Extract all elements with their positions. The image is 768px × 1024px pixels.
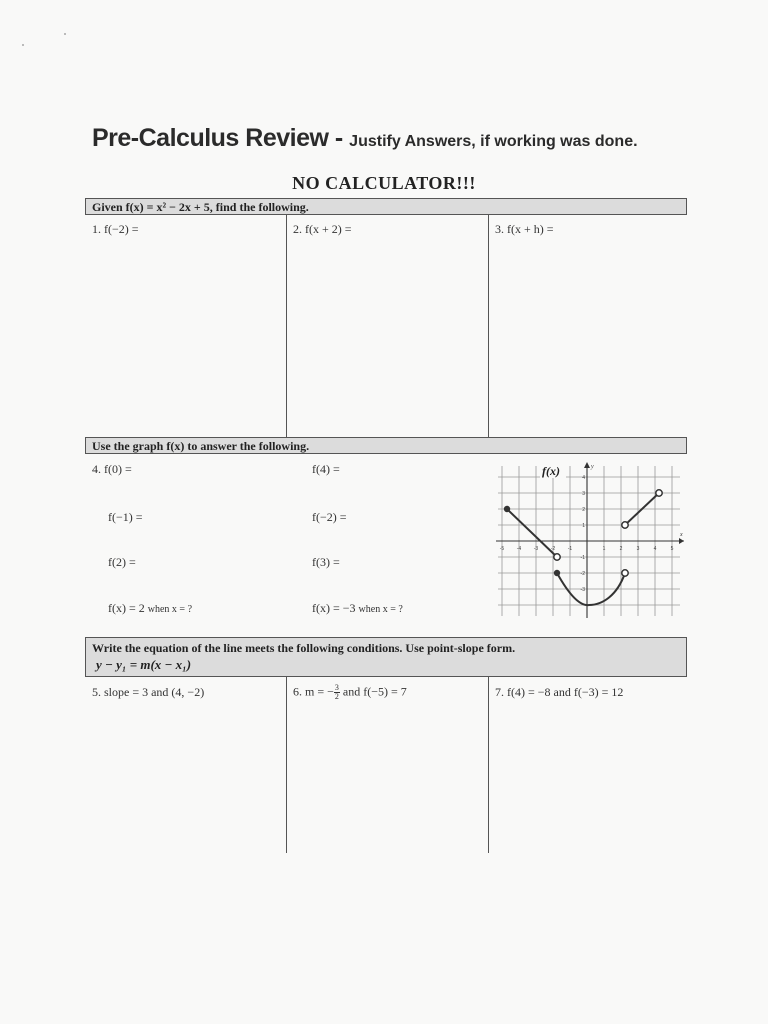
question-fx-equals-minus3 [312,601,403,616]
fx-eq-2-label: f(x) = 2 [108,601,145,615]
scan-mark [64,33,66,35]
open-point [622,522,628,528]
question-f-3: f(3) = [312,555,340,569]
open-point [656,490,662,496]
y-tick-label: -3 [580,587,585,593]
graph-axes [496,464,684,618]
closed-point [504,506,510,512]
q6-label: 6. m = − [293,684,334,699]
divider [286,677,287,853]
section1-header: Given f(x) = x² − 2x + 5, find the following. [85,198,687,215]
x-tick-label: -5 [499,546,505,552]
when-x-label: when x = ? [147,604,193,615]
section3-instruction: Write the equation of the line meets the following conditions. Use point-slope form. [92,641,516,655]
question-6 [293,684,407,701]
y-tick-label: 3 [582,491,585,497]
x-tick-label: -4 [516,546,522,552]
divider [488,215,489,437]
question-f-2: f(2) = [108,555,136,569]
open-point [622,570,628,576]
x-axis-label: x [680,532,683,538]
q6-fraction-numerator: 3 [334,683,339,692]
question-1: 1. f(−2) = [92,222,139,236]
y-axis-label: y [591,464,594,470]
left-segment [507,509,557,557]
no-calculator-notice: NO CALCULATOR!!! [292,173,476,193]
y-axis-arrow [584,462,590,468]
x-tick-label: 4 [653,546,657,552]
question-f-4: f(4) = [312,462,340,476]
graph-label: f(x) [542,464,560,478]
closed-point [554,570,560,576]
question-2: 2. f(x + 2) = [293,222,352,236]
section2-header: Use the graph f(x) to answer the following. [85,437,687,454]
x-tick-label: -1 [567,546,573,552]
scan-mark [22,44,24,46]
x-axis-arrow [679,538,684,544]
divider [286,215,287,437]
x-tick-label: -2 [550,546,556,552]
open-point [554,554,560,560]
title-instruction: Justify Answers, if working was done. [349,133,638,150]
question-7: 7. f(4) = −8 and f(−3) = 12 [495,685,624,699]
y-tick-label: 2 [582,507,585,513]
y-tick-label: 1 [582,523,585,529]
y-tick-label: 4 [582,475,585,481]
x-tick-label: 1 [602,546,606,552]
x-tick-label: 3 [636,546,640,552]
x-tick-label: 5 [670,546,674,552]
question-5: 5. slope = 3 and (4, −2) [92,685,205,699]
q6-fraction [334,684,340,701]
question-fx-equals-2 [108,601,192,616]
divider [488,677,489,853]
function-graph [492,458,688,620]
q6-fraction-denominator: 2 [334,692,339,701]
question-3: 3. f(x + h) = [495,222,554,236]
point-slope-formula: y − y₁ = m(x − x₁) [96,657,192,672]
q6-rest: and f(−5) = 7 [342,684,407,699]
question-f-minus2: f(−2) = [312,510,347,524]
y-tick-label: -2 [580,571,585,577]
fx-eq-minus3-label: f(x) = −3 [312,601,356,615]
y-tick-labels [581,475,586,593]
section3-header [85,637,687,677]
x-tick-label: -3 [533,546,539,552]
title-main: Pre-Calculus Review - [92,124,343,152]
x-tick-label: 2 [619,546,623,552]
question-f-minus1: f(−1) = [108,510,143,524]
y-tick-label: -1 [580,555,585,561]
question-4: 4. f(0) = [92,462,132,476]
when-x-label: when x = ? [358,604,403,615]
page-title [92,124,638,153]
